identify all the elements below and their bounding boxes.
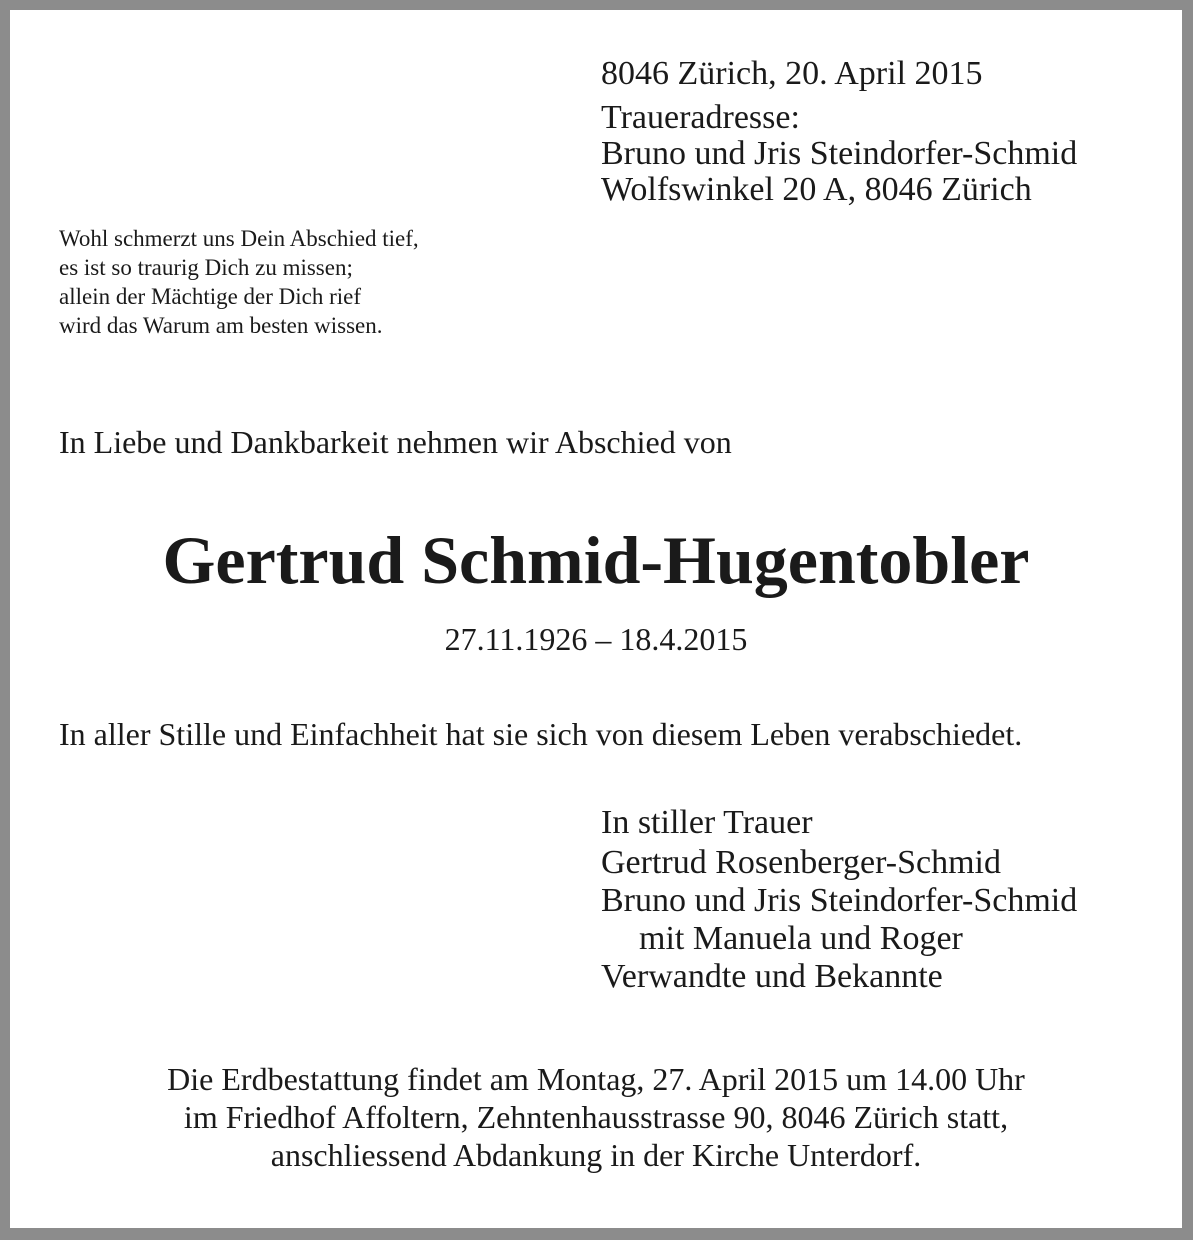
farewell-statement: In aller Stille und Einfachheit hat sie sich von diesem Leben verabschiedet. (59, 716, 1023, 752)
funeral-details (10, 1060, 1182, 1174)
obituary-notice (10, 10, 1182, 1228)
address-label: Traueradresse: (601, 99, 800, 136)
memorial-verse (59, 224, 419, 340)
mourner-name: Verwandte und Bekannte (601, 958, 943, 995)
intro-text: In Liebe und Dankbarkeit nehmen wir Abschied von (59, 424, 732, 460)
mourners-heading: In stiller Trauer (601, 804, 813, 841)
verse-line: es ist so traurig Dich zu missen; (59, 255, 353, 280)
funeral-line: anschliessend Abdankung in der Kirche Unterdorf. (270, 1137, 922, 1173)
verse-line: Wohl schmerzt uns Dein Abschied tief, (59, 226, 419, 251)
mourner-name: Gertrud Rosenberger-Schmid (601, 844, 1001, 881)
funeral-line: im Friedhof Affoltern, Zehntenhausstrasse 90, 8046 Zürich statt, (183, 1099, 1009, 1135)
verse-line: allein der Mächtige der Dich rief (59, 284, 362, 309)
place-date: 8046 Zürich, 20. April 2015 (601, 55, 983, 92)
mourning-address-block (601, 56, 1077, 208)
mourner-name: mit Manuela und Roger (639, 920, 963, 957)
life-dates: 27.11.1926 – 18.4.2015 (444, 621, 748, 657)
verse-line: wird das Warum am besten wissen. (59, 313, 383, 338)
funeral-line: Die Erdbestattung findet am Montag, 27. April 2015 um 14.00 Uhr (167, 1061, 1025, 1097)
mourners-block (601, 804, 1077, 996)
mourner-name: Bruno und Jris Steindorfer-Schmid (601, 882, 1078, 919)
deceased-name: Gertrud Schmid-Hugentobler (162, 522, 1030, 598)
address-street: Wolfswinkel 20 A, 8046 Zürich (601, 171, 1032, 208)
address-name: Bruno und Jris Steindorfer-Schmid (601, 135, 1078, 172)
